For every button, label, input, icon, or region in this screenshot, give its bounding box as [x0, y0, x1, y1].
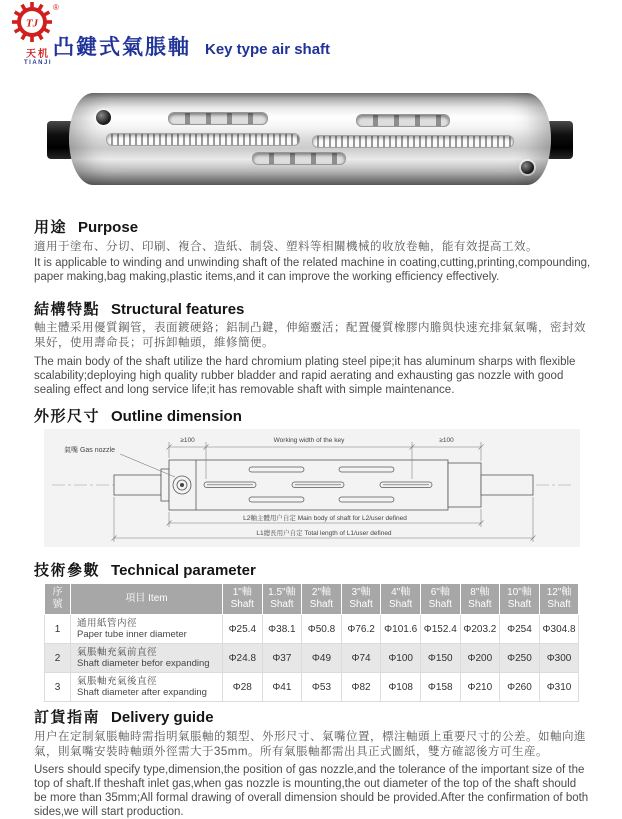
section-heading-structural: [34, 298, 244, 319]
col-unit: Shaft: [270, 599, 294, 610]
col-header-10in: [500, 584, 540, 615]
dimension-drawing: [44, 429, 580, 547]
col-size: 1"軸: [232, 587, 252, 598]
table-cell: Φ150: [420, 644, 460, 673]
row-label-en: Shaft diameter befor expanding: [77, 658, 210, 669]
col-header-1-5in: [262, 584, 302, 615]
col-item-label: 項目 Item: [125, 593, 168, 604]
serrated-key-strip: [312, 135, 514, 148]
col-size: 8"軸: [470, 587, 490, 598]
dim-l2-label: L2軸主體用户自定 Main body of shaft for L2/user defined: [243, 515, 407, 522]
heading-en: Technical parameter: [111, 562, 256, 579]
row-number: 3: [45, 673, 71, 702]
dim-l1-label: L1總長用户自定 Total length of L1/user defined: [256, 530, 392, 537]
key-slot: [168, 112, 268, 125]
row-label-en: Paper tube inner diameter: [77, 629, 187, 640]
col-header-item: [71, 584, 223, 615]
table-cell: Φ304.8: [539, 615, 579, 644]
row-label-cn: 氣脹軸充氣後直徑: [77, 676, 158, 687]
table-row: [45, 644, 579, 673]
gas-nozzle-label: 氣嘴 Gas nozzle: [64, 447, 115, 454]
table-cell: Φ108: [381, 673, 421, 702]
row-label-cn: 氣脹軸充氣前直徑: [77, 647, 158, 658]
section-heading-technical: [34, 559, 256, 580]
product-photo: [40, 88, 580, 192]
table-header-row: [45, 584, 579, 615]
col-unit: Shaft: [309, 599, 334, 610]
table-cell: Φ37: [262, 644, 302, 673]
key-slot: [356, 114, 450, 127]
heading-en: Outline dimension: [111, 408, 242, 425]
table-row: [45, 673, 579, 702]
logo-name-cn: 天机: [26, 49, 50, 60]
dim-right-label: ≥100: [439, 437, 454, 444]
heading-cn: 外形尺寸: [34, 408, 101, 425]
logo-name-en: TIANJI: [23, 60, 52, 66]
table-cell: Φ41: [262, 673, 302, 702]
table-cell: Φ210: [460, 673, 500, 702]
row-number: 1: [45, 615, 71, 644]
table-cell: Φ158: [420, 673, 460, 702]
col-seq-label: 序號: [52, 587, 63, 610]
row-number: 2: [45, 644, 71, 673]
table-cell: Φ100: [381, 644, 421, 673]
table-cell: Φ38.1: [262, 615, 302, 644]
table-cell: Φ250: [500, 644, 540, 673]
table-cell: Φ260: [500, 673, 540, 702]
row-label: [71, 673, 223, 702]
row-label-cn: 通用紙管内徑: [77, 618, 138, 629]
page-title: [53, 31, 330, 61]
delivery-text-en: Users should specify type,dimension,the position of gas nozzle,and the tolerance of the important size of the top of shaft.If theshaft inlet gas,when gas nozzle is mounting,the out diameter of the top of the shaft should be more than 35mm;All formal drawing of overall dimension should be provided.After the confirmation of both sides,we will start production.: [34, 764, 589, 818]
col-unit: Shaft: [428, 599, 452, 610]
serrated-key-strip: [106, 133, 300, 146]
col-size: 1.5"軸: [268, 587, 296, 598]
heading-cn: 訂貨指南: [34, 709, 101, 726]
heading-cn: 用途: [34, 219, 68, 236]
structural-text-cn: 軸主體采用優質鋼管，表面鍍硬鉻；鋁制凸鍵，伸縮靈活；配置優質橡膠内膽與快速充排氣氣嘴，密封效果好，使用壽命長；可拆卸軸頭，維修簡便。: [34, 322, 586, 349]
table-row: [45, 615, 579, 644]
heading-cn: 結構特點: [34, 301, 101, 318]
dim-left-label: ≥100: [180, 437, 195, 444]
col-size: 2"軸: [311, 587, 332, 598]
table-cell: Φ200: [460, 644, 500, 673]
table-cell: Φ74: [341, 644, 381, 673]
table-cell: Φ152.4: [420, 615, 460, 644]
key-slot: [252, 152, 346, 165]
table-cell: Φ101.6: [381, 615, 421, 644]
dim-working-width-label: Working width of the key: [273, 437, 345, 444]
table-cell: Φ53: [302, 673, 342, 702]
outline-drawing: [44, 429, 580, 547]
col-header-2in: [302, 584, 342, 615]
row-label: [71, 644, 223, 673]
table-cell: Φ203.2: [460, 615, 500, 644]
col-header-4in: [381, 584, 421, 615]
purpose-text-en: It is applicable to winding and unwinding shaft of the related machine in coating,cutting,printing,compounding, paper making,bag making,plastic items,and it can improve the working efficiency effectively.: [34, 257, 591, 283]
technical-parameter-table: [44, 583, 579, 702]
col-size: 10"軸: [507, 587, 532, 598]
table-cell: Φ25.4: [223, 615, 263, 644]
heading-en: Delivery guide: [111, 709, 214, 726]
section-heading-delivery: [34, 706, 214, 727]
col-header-8in: [460, 584, 500, 615]
col-unit: Shaft: [468, 599, 492, 610]
table-cell: Φ310: [539, 673, 579, 702]
col-size: 3"軸: [351, 587, 371, 598]
col-size: 12"軸: [546, 587, 572, 598]
col-header-12in: [539, 584, 579, 615]
col-size: 4"軸: [391, 587, 411, 598]
heading-en: Purpose: [78, 219, 139, 236]
col-unit: Shaft: [507, 599, 532, 610]
col-header-1in: [223, 584, 263, 615]
delivery-text-cn: 用户在定制氣脹軸時需指明氣脹軸的類型、外形尺寸、氣嘴位置，標注軸頭上重要尺寸的公差。如軸向進氣，則氣嘴安裝時軸頭外徑需大于35mm。所有氣脹軸都需出具正式圖紙，雙方確認後方可生産。: [34, 731, 586, 758]
col-header-seq: [45, 584, 71, 615]
purpose-text-cn: 適用于塗布、分切、印刷、複合、造紙、制袋、塑料等相關機械的收放卷軸，能有效提高工效。: [34, 241, 538, 253]
section-heading-purpose: [34, 216, 138, 237]
gas-nozzle-hole: [96, 110, 111, 125]
row-label: [71, 615, 223, 644]
page-title-cn: 凸鍵式氣脹軸: [53, 36, 191, 59]
page-title-en: Key type air shaft: [205, 41, 331, 58]
col-header-3in: [341, 584, 381, 615]
shaft-hole: [521, 161, 534, 174]
table-cell: Φ50.8: [302, 615, 342, 644]
col-unit: Shaft: [547, 599, 571, 610]
col-size: 6"軸: [430, 587, 450, 598]
table-cell: Φ82: [341, 673, 381, 702]
logo-monogram: TJ: [25, 17, 39, 30]
col-header-6in: [420, 584, 460, 615]
table-cell: Φ24.8: [223, 644, 263, 673]
heading-cn: 技術參數: [34, 562, 101, 579]
section-heading-outline: [34, 405, 242, 426]
table-cell: Φ300: [539, 644, 579, 673]
table-cell: Φ49: [302, 644, 342, 673]
heading-en: Structural features: [111, 301, 245, 318]
col-unit: Shaft: [349, 599, 373, 610]
registered-mark: ®: [53, 3, 59, 12]
structural-text-en: The main body of the shaft utilize the hard chromium plating steel pipe;it has aluminum sharps with flexible scalability;deploying high quality rubber bladder and rapid aerating and exhausting gas nozzle with good sealing effect and long service life;it has removable shaft with simple maintenance.: [34, 356, 576, 396]
table-cell: Φ76.2: [341, 615, 381, 644]
table-cell: Φ28: [223, 673, 263, 702]
col-unit: Shaft: [388, 599, 413, 610]
table-cell: Φ254: [500, 615, 540, 644]
row-label-en: Shaft diameter after expanding: [77, 687, 207, 698]
col-unit: Shaft: [230, 599, 254, 610]
